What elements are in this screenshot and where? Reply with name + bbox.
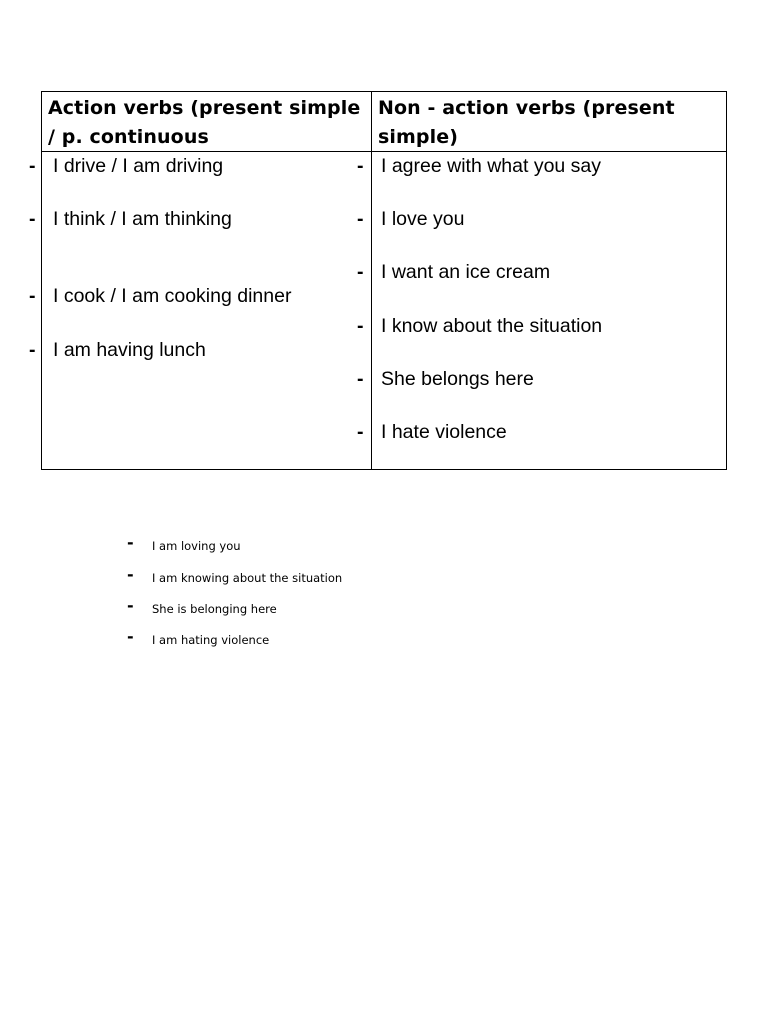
bullet-dash: - — [357, 208, 364, 230]
bullet-dash: - — [127, 627, 134, 646]
list-item-text: I agree with what you say — [381, 155, 602, 177]
bullet-dash: - — [29, 208, 36, 230]
bullet-dash: - — [357, 421, 364, 443]
bullet-dash: - — [357, 261, 364, 283]
list-item-text: I am having lunch — [53, 339, 206, 361]
list-item-text: I hate violence — [381, 421, 507, 443]
list-item-text: I am loving you — [152, 539, 241, 553]
bullet-dash: - — [127, 533, 134, 552]
bullet-dash: - — [29, 155, 36, 177]
list-item-text: I want an ice cream — [381, 261, 551, 283]
list-item-text: She belongs here — [381, 368, 534, 390]
list-item-text: I think / I am thinking — [53, 208, 232, 230]
bullet-dash: - — [127, 596, 134, 615]
bullet-dash: - — [127, 565, 134, 584]
bullet-dash: - — [29, 285, 36, 307]
bullet-dash: - — [357, 315, 364, 337]
list-item-text: I cook / I am cooking dinner — [53, 285, 292, 307]
bullet-dash: - — [357, 155, 364, 177]
header-non-action-verbs: Non - action verbs (present simple) — [378, 97, 675, 148]
bullet-dash: - — [29, 339, 36, 361]
list-item-text: I drive / I am driving — [53, 155, 224, 177]
list-item-text: I am hating violence — [152, 633, 270, 647]
header-action-verbs: Action verbs (present simple / p. continuous — [48, 97, 361, 148]
list-item-text: I know about the situation — [381, 315, 603, 337]
list-item-text: I am knowing about the situation — [152, 571, 343, 585]
bullet-dash: - — [357, 368, 364, 390]
list-item-text: She is belonging here — [152, 602, 277, 616]
list-item-text: I love you — [381, 208, 465, 230]
column-divider — [371, 92, 372, 469]
